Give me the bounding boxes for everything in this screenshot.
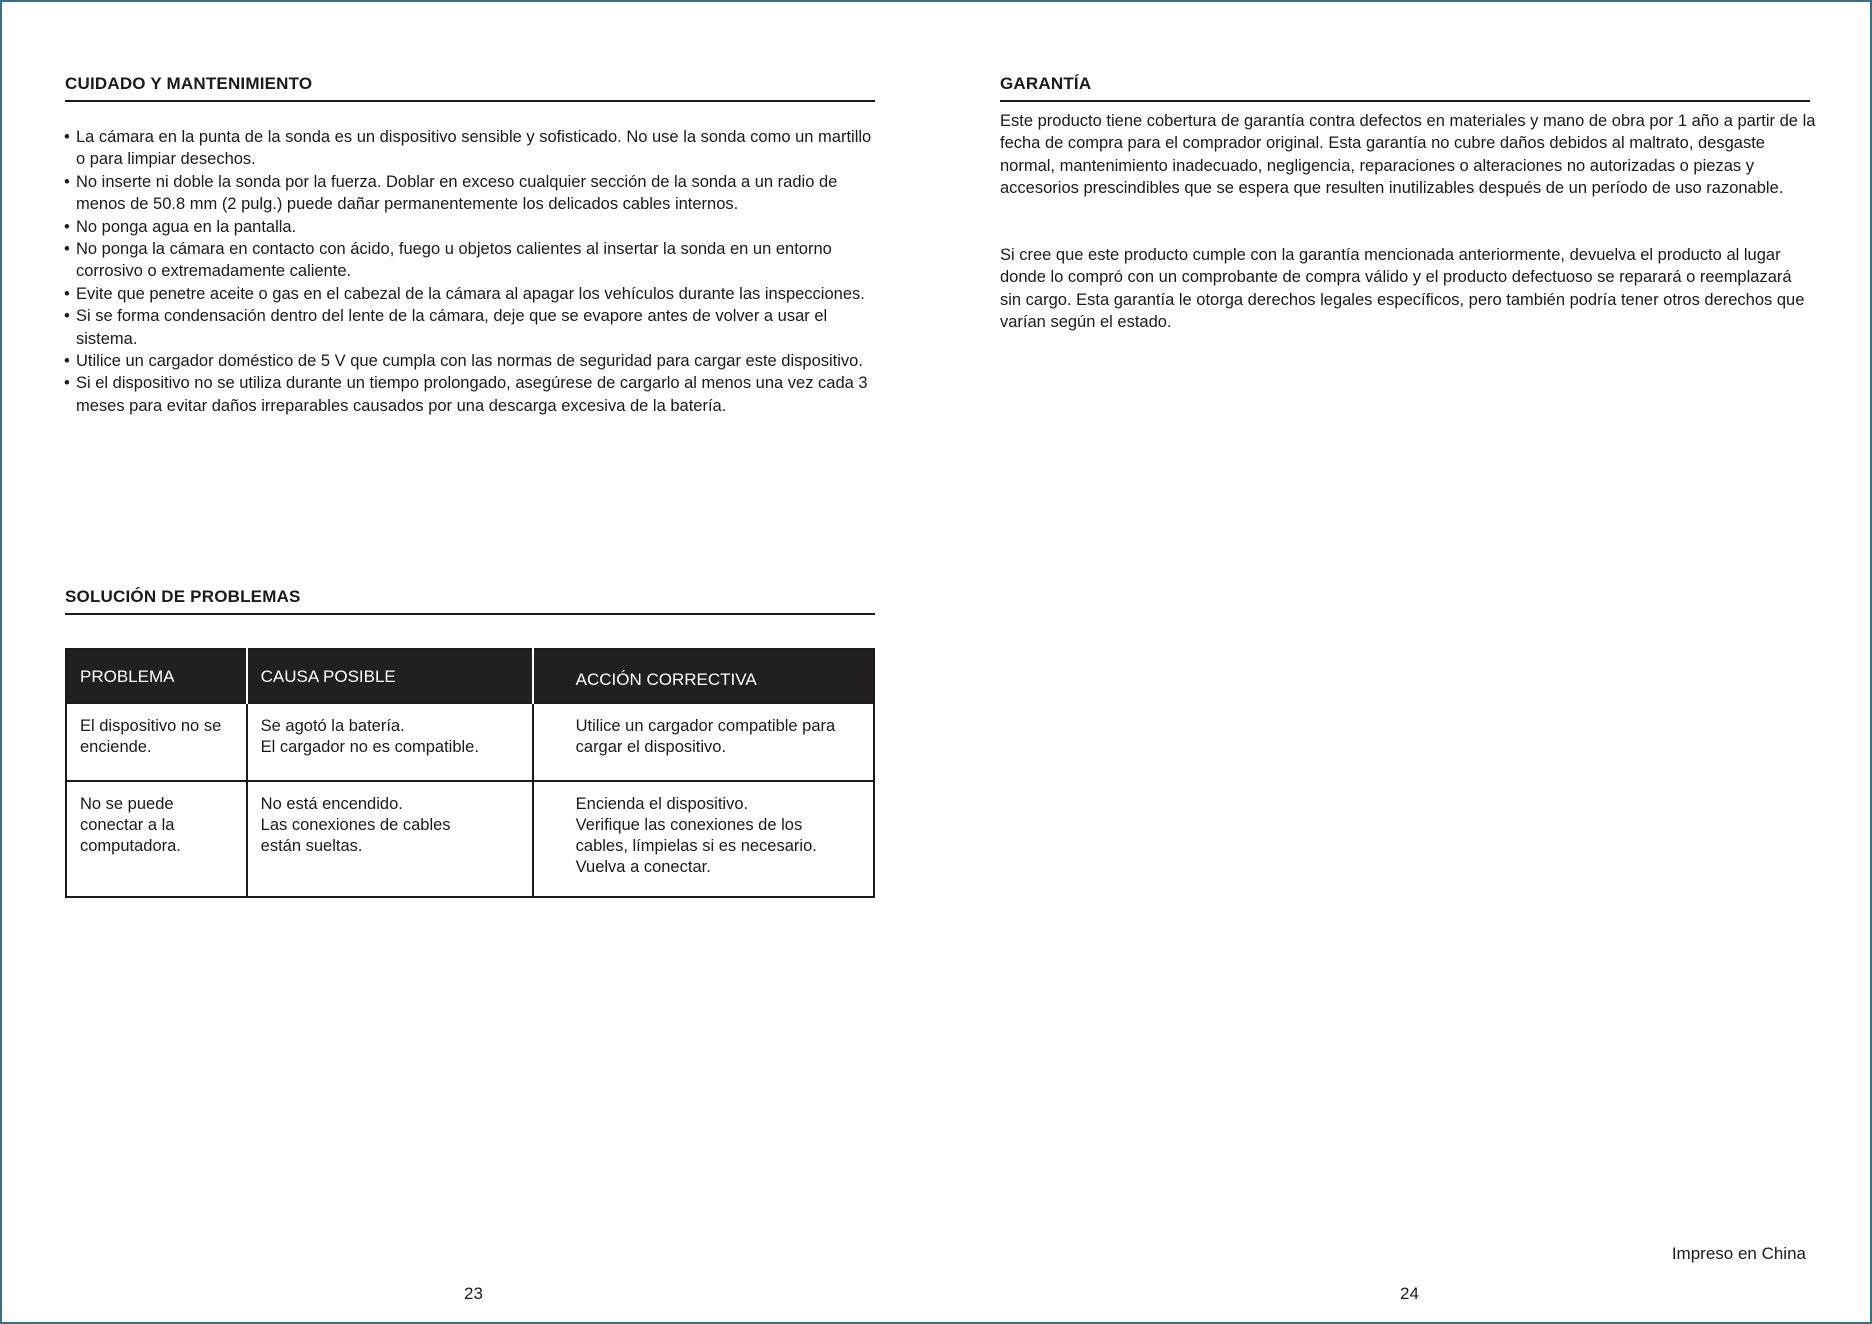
list-item: • No ponga agua en la pantalla. [64,216,884,238]
troubleshooting-section-title: SOLUCIÓN DE PROBLEMAS [65,587,301,606]
cell-text: cargar el dispositivo. [575,738,727,756]
cell-cause [247,703,533,781]
cell-cause [247,781,533,897]
warranty-paragraph-1: Este producto tiene cobertura de garantía contra defectos en materiales y mano de obra por 1 año a partir de la fecha de compra para el comprador original. Esta garantía no cubre daños debidos al maltrato, desgaste normal, mantenimiento inadecuado, negligencia, reparaciones o alteraciones no autorizadas o piezas y accesorios prescindibles que se espera que resulten inutilizables después de un período de uso razonable. [1000,112,1816,198]
header-problem: PROBLEMA [66,649,247,703]
care-list [64,126,884,417]
cell-text: No se puede [80,795,174,813]
page-number-left: 23 [464,1284,483,1303]
printed-in-label: Impreso en China [1671,1244,1806,1263]
table-row [66,703,874,781]
header-action: ACCIÓN CORRECTIVA [533,649,874,703]
page-number-right: 24 [1400,1284,1419,1303]
cell-problem [66,781,247,897]
cell-text: computadora. [80,837,181,855]
list-item: • Si el dispositivo no se utiliza durante un tiempo prolongado, asegúrese de cargarlo al menos una vez cada 3 meses para evitar daños irreparables causados por una descarga excesiva de la batería. [64,372,884,417]
list-item: • No ponga la cámara en contacto con ácido, fuego u objetos calientes al insertar la sonda en un entorno corrosivo o extremadamente caliente. [64,238,884,283]
cell-text: conectar a la [80,816,175,834]
warranty-paragraph-2: Si cree que este producto cumple con la garantía mencionada anteriormente, devuelva el producto al lugar donde lo compró con un comprobante de compra válido y el producto defectuoso se reparará o reemplazará sin cargo. Esta garantía le otorga derechos legales específicos, pero también podría tener otros derechos que varían según el estado. [1000,246,1805,332]
cell-text: cables, límpielas si es necesario. [575,837,817,855]
cell-problem [66,703,247,781]
care-section-title: CUIDADO Y MANTENIMIENTO [65,74,313,93]
cell-text: El dispositivo no se [80,717,222,735]
right-page [936,2,1870,1322]
cell-text: Vuelva a conectar. [575,858,711,876]
table-header-row [66,649,874,703]
list-item: • Utilice un cargador doméstico de 5 V que cumpla con las normas de seguridad para cargar este dispositivo. [64,350,884,372]
troubleshooting-title-rule [65,613,875,615]
cell-action [533,703,874,781]
cell-text: Se agotó la batería. [260,717,405,735]
cell-text: No está encendido. [260,795,403,813]
cell-text: Las conexiones de cables [260,816,451,834]
list-item: • Evite que penetre aceite o gas en el cabezal de la cámara al apagar los vehículos durante las inspecciones. [64,283,884,305]
left-page [2,2,936,1322]
list-item: • La cámara en la punta de la sonda es un dispositivo sensible y sofisticado. No use la sonda como un martillo o para limpiar desechos. [64,126,884,171]
cell-text: Verifique las conexiones de los [575,816,803,834]
warranty-section-title: GARANTÍA [1000,74,1092,93]
cell-text: enciende. [80,738,152,756]
cell-text: Encienda el dispositivo. [575,795,749,813]
list-item: • Si se forma condensación dentro del lente de la cámara, deje que se evapore antes de volver a usar el sistema. [64,305,884,350]
warranty-title-rule [1000,100,1810,102]
list-item: • No inserte ni doble la sonda por la fuerza. Doblar en exceso cualquier sección de la sonda a un radio de menos de 50.8 mm (2 pulg.) puede dañar permanentemente los delicados cables internos. [64,171,884,216]
care-title-rule [65,100,875,102]
header-cause: CAUSA POSIBLE [247,649,533,703]
cell-text: El cargador no es compatible. [260,738,479,756]
troubleshooting-table [65,648,875,898]
cell-text: están sueltas. [260,837,363,855]
table-row [66,781,874,897]
cell-action [533,781,874,897]
cell-text: Utilice un cargador compatible para [575,717,836,735]
